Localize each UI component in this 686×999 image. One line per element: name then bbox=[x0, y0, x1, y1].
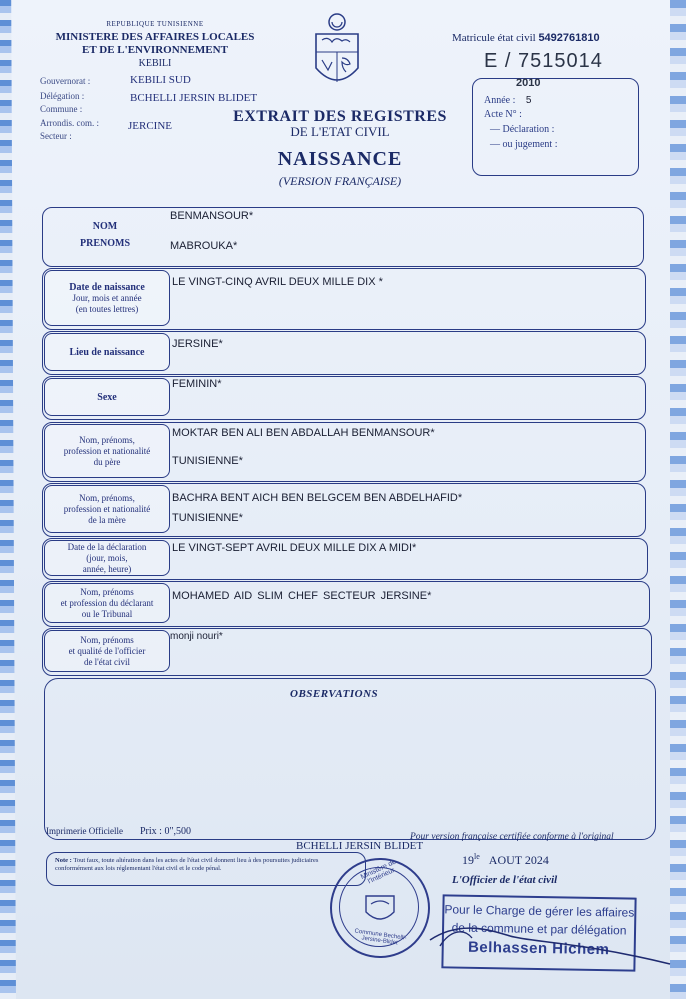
declaration-field-label-1: Date de la déclaration bbox=[67, 541, 147, 552]
pere-label-1: Nom, prénoms, bbox=[79, 434, 135, 445]
arrondis-value: JERCINE bbox=[128, 120, 172, 132]
nom-prenoms-label bbox=[44, 209, 166, 261]
note-label: Note : bbox=[55, 857, 72, 864]
imprimerie-text: Imprimerie Officielle bbox=[46, 826, 124, 836]
lieu-value: JERSINE* bbox=[172, 338, 223, 350]
delegation-value: BCHELLI JERSIN BLIDET bbox=[130, 92, 258, 104]
matricule-label: Matricule état civil bbox=[452, 32, 536, 44]
declaration-label-box bbox=[44, 540, 170, 576]
declarant-label-2: et profession du déclarant bbox=[60, 597, 154, 608]
mere-label bbox=[44, 485, 170, 533]
stamp-line3: Belhassen Hichem bbox=[467, 938, 610, 959]
stamp-line1: Pour le Charge de gérer les affaires bbox=[444, 902, 635, 920]
registry-number: E / 7515014 bbox=[484, 50, 603, 72]
pere-value-1: MOKTAR BEN ALI BEN ABDALLAH BENMANSOUR* bbox=[172, 427, 435, 439]
delegation-label: Délégation : bbox=[40, 91, 85, 101]
footer-date-sup: le bbox=[474, 852, 480, 861]
ministry-line3: KEBILI bbox=[138, 58, 172, 69]
declaration-field-label-2: (jour, mois, bbox=[86, 552, 128, 563]
certifiee-text: Pour version française certifiée conforme à l'original bbox=[410, 832, 614, 842]
acte-label: Acte N° : bbox=[484, 109, 522, 120]
footer-date bbox=[462, 852, 549, 868]
pere-label-2: profession et nationalité bbox=[63, 445, 151, 456]
officier-signature-label: L'Officier de l'état civil bbox=[452, 874, 558, 886]
annee-label: Année : bbox=[484, 95, 516, 106]
mere-label-2: profession et nationalité bbox=[63, 503, 151, 514]
gouvernorat-value: KEBILI SUD bbox=[130, 74, 191, 86]
prenoms-value: MABROUKA* bbox=[170, 240, 238, 252]
officier-label-2: et qualité de l'officier bbox=[68, 645, 146, 656]
footer-date-rest: AOUT 2024 bbox=[488, 853, 549, 867]
round-stamp-top: Ministère de l'Intérieur bbox=[359, 858, 398, 886]
prix-text: Prix : 0",500 bbox=[140, 826, 192, 837]
officier-label-3: de l'état civil bbox=[83, 656, 131, 667]
decorative-left-border bbox=[0, 0, 16, 999]
lieu-label: Lieu de naissance bbox=[44, 333, 170, 371]
arrondis-label: Arrondis. com. : bbox=[40, 118, 99, 128]
officier-label-1: Nom, prénoms bbox=[80, 634, 134, 645]
date-naissance-value: LE VINGT-CINQ AVRIL DEUX MILLE DIX * bbox=[172, 276, 383, 288]
pere-label-3: du père bbox=[93, 456, 121, 467]
date-naissance-label-1: Date de naissance bbox=[69, 281, 145, 293]
document-title: EXTRAIT DES REGISTRES bbox=[233, 108, 447, 125]
official-round-stamp bbox=[330, 858, 430, 958]
registry-year: 2010 bbox=[516, 77, 541, 89]
declarant-label-3: ou le Tribunal bbox=[81, 608, 133, 619]
declarant-label bbox=[44, 583, 170, 623]
officier-value: monji nouri* bbox=[170, 631, 223, 642]
commune-label: Commune : bbox=[40, 104, 83, 114]
nom-value: BENMANSOUR* bbox=[170, 210, 254, 222]
nom-label: NOM bbox=[92, 221, 118, 232]
observations-box bbox=[44, 678, 656, 840]
declaration-label: — Déclaration : bbox=[490, 124, 555, 135]
annee-value: 5 bbox=[525, 95, 532, 106]
declarant-label-1: Nom, prénoms bbox=[80, 586, 134, 597]
secteur-label: Secteur : bbox=[40, 131, 72, 141]
declaration-field-label-3: année, heure) bbox=[82, 563, 132, 574]
gouvernorat-label: Gouvernorat : bbox=[40, 76, 91, 86]
legal-note bbox=[46, 852, 366, 886]
annee-row bbox=[484, 94, 531, 108]
mere-value-1: BACHRA BENT AICH BEN BELGCEM BEN ABDELHAFID* bbox=[172, 492, 463, 504]
republic-text: REPUBLIQUE TUNISIENNE bbox=[106, 20, 204, 28]
pere-value-2: TUNISIENNE* bbox=[172, 455, 243, 467]
mere-label-1: Nom, prénoms, bbox=[79, 492, 135, 503]
date-naissance-label-2: Jour, mois et année bbox=[72, 292, 142, 303]
pere-label bbox=[44, 424, 170, 478]
decorative-right-border bbox=[670, 0, 686, 999]
mere-label-3: de la mère bbox=[88, 514, 126, 525]
ministry-header bbox=[40, 18, 270, 70]
stamp-emblem-icon bbox=[362, 890, 398, 926]
document-type: NAISSANCE bbox=[277, 148, 403, 170]
footer-date-day: 19 bbox=[462, 853, 474, 867]
tunisia-coat-of-arms-icon bbox=[310, 10, 364, 94]
matricule bbox=[452, 32, 600, 44]
document-version: (VERSION FRANÇAISE) bbox=[278, 174, 402, 188]
sexe-label: Sexe bbox=[44, 378, 170, 416]
footer-lieu: BCHELLI JERSIN BLIDET bbox=[296, 840, 424, 852]
observations-label: OBSERVATIONS bbox=[290, 688, 379, 700]
jugement-label: — ou jugement : bbox=[490, 139, 558, 150]
signature-stroke-icon bbox=[420, 900, 680, 970]
prenoms-label: PRENOMS bbox=[80, 238, 130, 249]
stamp-line2: de la commune et par délégation bbox=[451, 920, 627, 938]
note-text: Tout faux, toute altération dans les actes de l'état civil donnent lieu à des poursuites judiciaires conformément aux lois réglementant l'état civil et le code pénal. bbox=[55, 857, 319, 872]
ministry-line2: ET DE L'ENVIRONNEMENT bbox=[82, 44, 228, 56]
round-stamp-bottom: Commune Bechelli-Jersine-Blidet bbox=[354, 928, 407, 947]
date-naissance-label-3: (en toutes lettres) bbox=[75, 303, 139, 314]
mere-value-2: TUNISIENNE* bbox=[172, 512, 243, 524]
officier-label bbox=[44, 630, 170, 672]
matricule-value: 5492761810 bbox=[538, 32, 600, 44]
document-subtitle: DE L'ETAT CIVIL bbox=[290, 124, 390, 139]
sexe-value: FEMININ* bbox=[172, 378, 222, 390]
date-naissance-label bbox=[44, 270, 170, 326]
declaration-value: LE VINGT-SEPT AVRIL DEUX MILLE DIX A MIDI* bbox=[172, 542, 417, 554]
ministry-line1: MINISTERE DES AFFAIRES LOCALES bbox=[55, 31, 255, 43]
declarant-value: MOHAMED AID SLIM CHEF SECTEUR JERSINE* bbox=[172, 590, 432, 602]
